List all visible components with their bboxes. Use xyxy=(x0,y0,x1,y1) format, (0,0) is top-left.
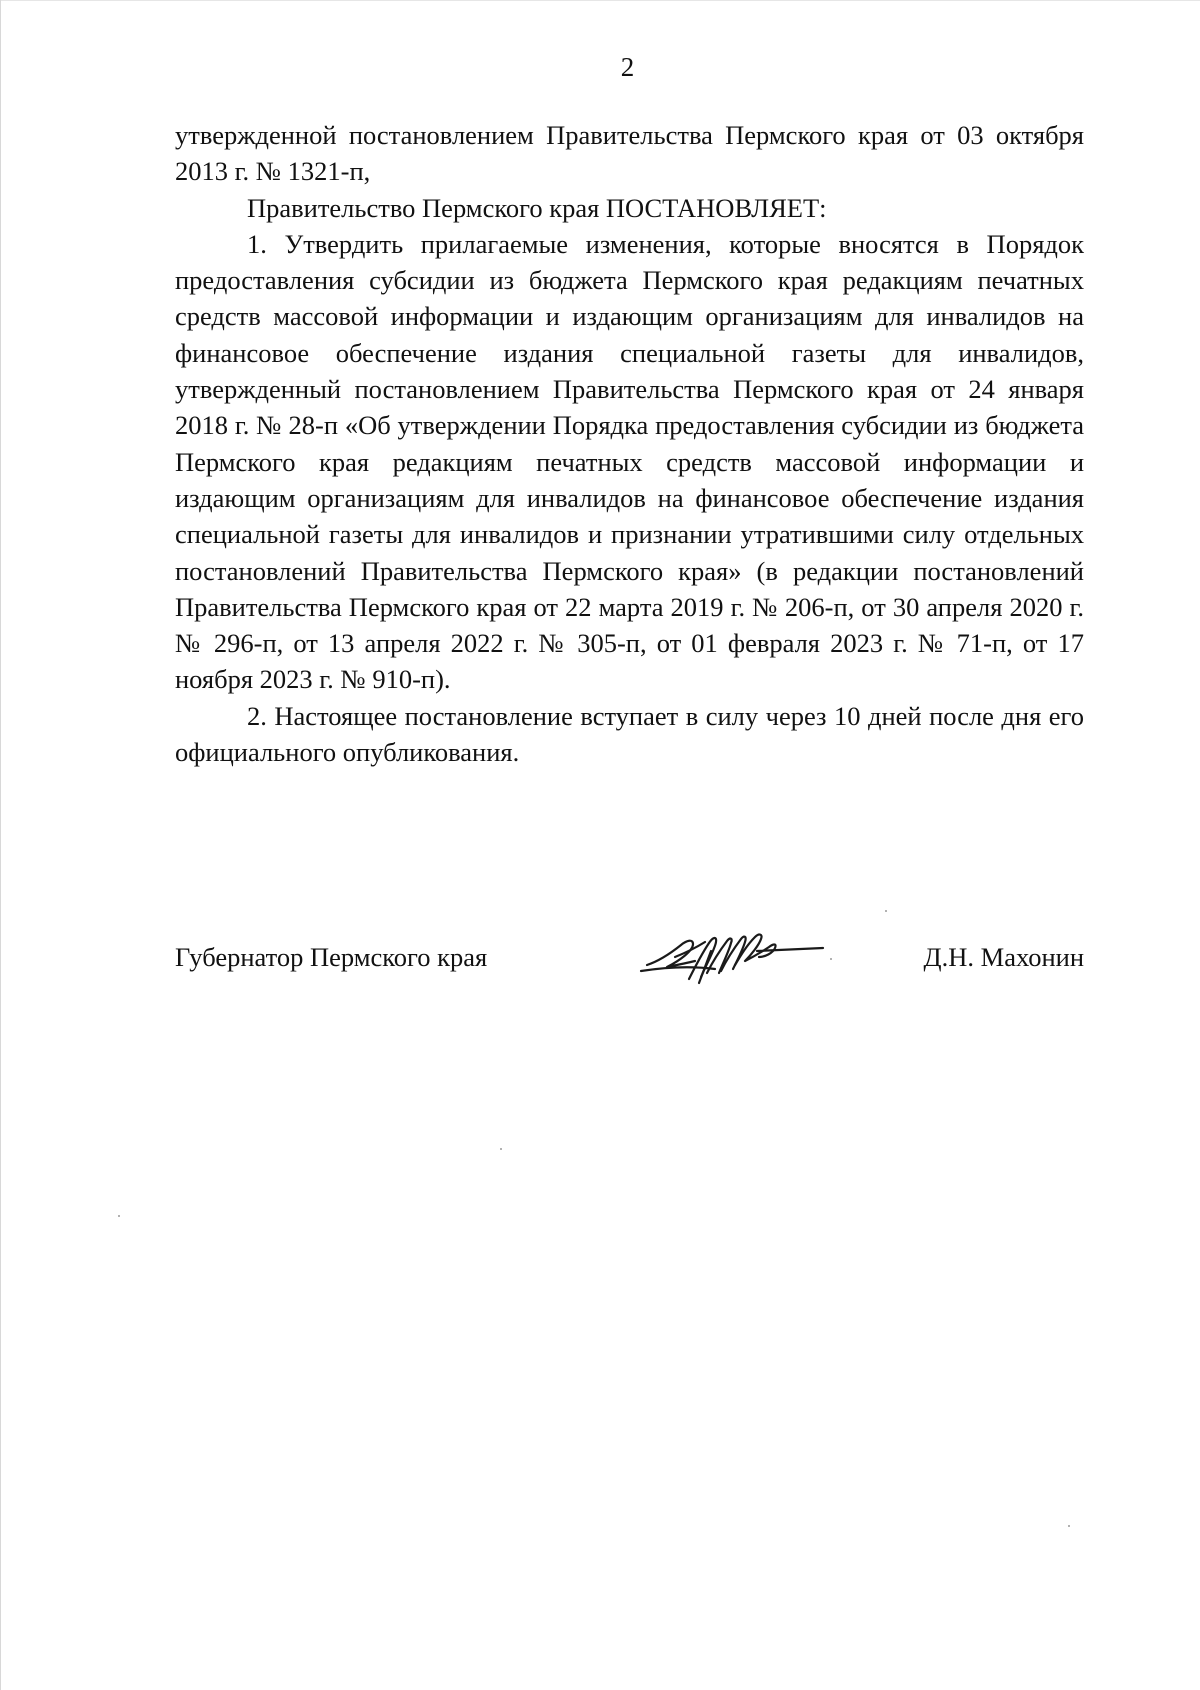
document-body xyxy=(175,117,1084,770)
paragraph-resolution-intro: Правительство Пермского края ПОСТАНОВЛЯЕТ: xyxy=(247,192,827,223)
scan-speck xyxy=(118,1215,120,1217)
signature-block xyxy=(175,935,1084,995)
page-number: 2 xyxy=(620,52,635,82)
paragraph-item-1: 1. Утвердить прилагаемые изменения, которые вносятся в Порядок предоставления субсидии из бюджета Пермского края редакциям печатных средств массовой информации и издающим организациям для инвалидов на финансовое обеспечение издания специальной газеты для инвалидов, утвержденный постановлением Правительства Пермского края от 24 января 2018 г. № 28-п «Об утверждении Порядка предоставления субсидии из бюджета Пермского края редакциям печатных средств массовой информации и издающим организациям для инвалидов на финансовое обеспечение издания специальной газеты для инвалидов и признании утратившими силу отдельных постановлений Правительства Пермского края» (в редакции постановлений Правительства Пермского края от 22 марта 2019 г. № 206-п, от 30 апреля 2020 г. № 296-п, от 13 апреля 2022 г. № 305-п, от 01 февраля 2023 г. № 71-п, от 17 ноября 2023 г. № 910-п). xyxy=(175,228,1084,695)
scan-speck xyxy=(830,958,832,960)
signatory-name: Д.Н. Махонин xyxy=(923,942,1084,972)
paragraph-item-2: 2. Настоящее постановление вступает в силу через 10 дней после дня его официального опубликования. xyxy=(175,700,1084,768)
signatory-title: Губернатор Пермского края xyxy=(175,942,488,972)
scan-speck xyxy=(885,910,887,912)
paragraph-continuation: утвержденной постановлением Правительства Пермского края от 03 октября 2013 г. № 1321-п, xyxy=(175,120,1084,187)
scan-speck xyxy=(500,1148,502,1150)
scan-speck xyxy=(1068,1525,1070,1527)
handwritten-signature xyxy=(637,921,837,993)
